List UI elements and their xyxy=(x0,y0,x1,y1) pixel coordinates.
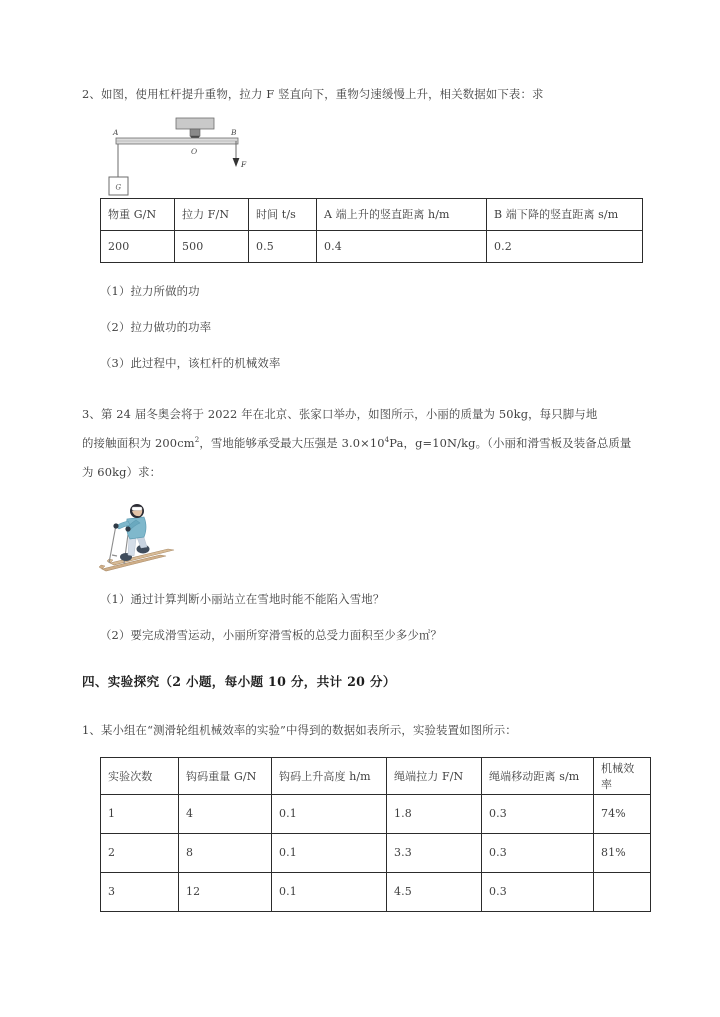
table-header-cell: 绳端拉力 F/N xyxy=(387,757,482,794)
table-cell: 500 xyxy=(175,230,249,262)
pulley-efficiency-table xyxy=(100,757,651,912)
label-O: O xyxy=(191,146,198,156)
table-row xyxy=(101,872,651,911)
table-header-cell: 物重 G/N xyxy=(101,198,175,230)
table-header-cell: 时间 t/s xyxy=(249,198,317,230)
pivot-hanger-icon xyxy=(190,129,200,136)
table-cell: 2 xyxy=(101,833,179,872)
table-cell: 0.4 xyxy=(317,230,487,262)
table-cell: 74% xyxy=(594,794,651,833)
table-cell: 0.3 xyxy=(482,833,594,872)
problem2-subquestion-1: （1）拉力所做的功 xyxy=(100,283,200,298)
table-row xyxy=(101,833,651,872)
problem3-subquestion-2: （2）要完成滑雪运动，小丽所穿滑雪板的总受力面积至少多少㎡？ xyxy=(100,628,443,643)
glove-icon xyxy=(113,524,118,529)
problem3-stem-seg-a: 的接触面积为 200cm xyxy=(82,436,195,451)
table-cell: 81% xyxy=(594,833,651,872)
problem3-subquestion-1: （1）通过计算判断小丽站立在雪地时能不能陷入雪地？ xyxy=(100,592,385,607)
problem3-stem-line2 xyxy=(82,435,640,453)
table-header-cell: 钩码上升高度 h/m xyxy=(272,757,387,794)
table-cell: 4.5 xyxy=(387,872,482,911)
table-header-cell: 钩码重量 G/N xyxy=(179,757,272,794)
section4-problem1-stem: 1、某小组在“测滑轮组机械效率的实验”中得到的数据如表所示，实验装置如图所示： xyxy=(82,722,517,737)
table-header-cell: 实验次数 xyxy=(101,757,179,794)
table-header-cell: B 端下降的竖直距离 s/m xyxy=(487,198,643,230)
table-row xyxy=(101,794,651,833)
force-arrow-icon xyxy=(233,158,240,167)
table-header-cell: 机械效率 xyxy=(594,757,651,794)
table-cell: 0.3 xyxy=(482,872,594,911)
problem3-stem-line3: 为 60kg）求： xyxy=(82,465,162,480)
table-cell: 4 xyxy=(179,794,272,833)
label-F: F xyxy=(241,159,247,169)
area-exponent: 2 xyxy=(194,435,200,445)
problem2-subquestion-2: （2）拉力做功的功率 xyxy=(100,319,212,334)
section4-heading: 四、实验探究（2 小题，每小题 10 分，共计 20 分） xyxy=(82,674,396,690)
table-header-row xyxy=(101,198,643,230)
table-cell: 0.1 xyxy=(272,872,387,911)
problem3-stem-seg-b: ，雪地能够承受最大压强是 3.0×10 xyxy=(199,436,385,451)
skier-illustration xyxy=(96,493,216,579)
table-cell: 1 xyxy=(101,794,179,833)
table-cell: 3 xyxy=(101,872,179,911)
table-cell: 3.3 xyxy=(387,833,482,872)
table-cell: 0.1 xyxy=(272,833,387,872)
table-cell: 12 xyxy=(179,872,272,911)
table-cell: 1.8 xyxy=(387,794,482,833)
skier-leg xyxy=(128,537,136,556)
table-header-cell: 绳端移动距离 s/m xyxy=(482,757,594,794)
page-content xyxy=(82,86,640,912)
table-cell: 0.5 xyxy=(249,230,317,262)
table-row xyxy=(101,230,643,262)
table-cell: 0.3 xyxy=(482,794,594,833)
table-header-cell: 拉力 F/N xyxy=(175,198,249,230)
problem3-stem-line1: 3、第 24 届冬奥会将于 2022 年在北京、张家口举办，如图所示，小丽的质量为 50kg，每只脚与地 xyxy=(82,407,598,422)
pressure-exponent: 4 xyxy=(384,435,390,445)
table-cell: 0.1 xyxy=(272,794,387,833)
svg-text:G: G xyxy=(115,183,122,192)
table-cell: 8 xyxy=(179,833,272,872)
goggles-icon xyxy=(132,507,142,510)
problem3-stem-seg-c: Pa，g=10N/kg。（小丽和滑雪板及装备总质量 xyxy=(389,436,632,451)
skis-icon xyxy=(99,549,174,571)
table-header-cell: A 端上升的竖直距离 h/m xyxy=(317,198,487,230)
glove-icon xyxy=(125,527,130,532)
lever-data-table xyxy=(100,198,643,263)
table-cell xyxy=(594,872,651,911)
table-cell: 200 xyxy=(101,230,175,262)
problem2-stem: 2、如图，使用杠杆提升重物，拉力 F 竖直向下，重物匀速缓慢上升，相关数据如下表：求 xyxy=(82,87,544,101)
ceiling-block-icon xyxy=(176,118,214,129)
label-A: A xyxy=(113,127,119,137)
lever-diagram xyxy=(104,114,284,198)
table-cell: 0.2 xyxy=(487,230,643,262)
label-B: B xyxy=(231,127,237,137)
table-header-row xyxy=(101,757,651,794)
problem2-subquestion-3: （3）此过程中，该杠杆的机械效率 xyxy=(100,355,281,370)
